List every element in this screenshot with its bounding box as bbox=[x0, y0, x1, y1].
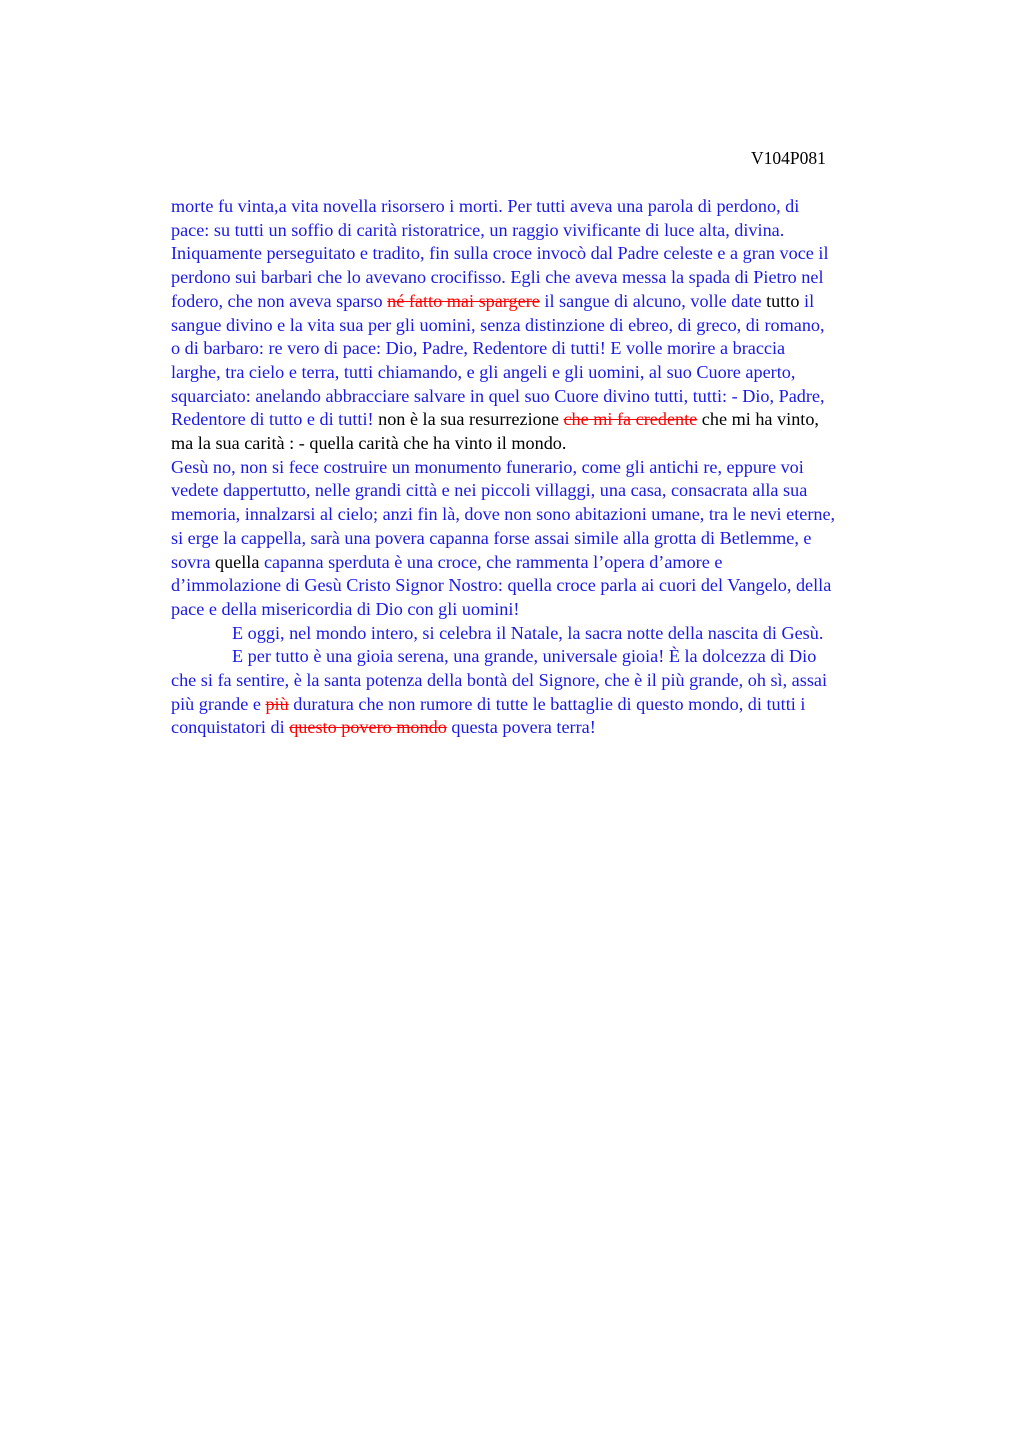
text-run: vedete dappertutto, nelle grandi città e nei piccoli villaggi, una casa, consacrata alla sua bbox=[171, 480, 808, 501]
text-line bbox=[171, 503, 931, 527]
plain-text-run: che mi ha vinto, bbox=[697, 409, 819, 430]
text-line bbox=[171, 337, 931, 361]
text-line bbox=[171, 361, 931, 385]
deleted-text-run: né fatto mai spargere bbox=[387, 290, 540, 311]
text-line bbox=[171, 408, 931, 432]
text-line bbox=[171, 242, 931, 266]
text-run: d’immolazione di Gesù Cristo Signor Nostro: quella croce parla ai cuori del Vangelo, della bbox=[171, 575, 832, 596]
text-run: sovra bbox=[171, 551, 215, 572]
text-run: larghe, tra cielo e terra, tutti chiamando, e gli angeli e gli uomini, al suo Cuore aperto, bbox=[171, 361, 796, 382]
plain-text-run: quella bbox=[214, 551, 260, 572]
text-line-indented bbox=[171, 645, 931, 669]
text-run: il bbox=[799, 290, 815, 311]
text-line bbox=[171, 314, 931, 338]
text-run: Redentore di tutto e di tutti! bbox=[171, 409, 374, 430]
text-line bbox=[171, 551, 931, 575]
text-line bbox=[171, 195, 931, 219]
text-run: perdono sui barbari che lo avevano crocifisso. Egli che aveva messa la spada di Pietro nel bbox=[171, 267, 824, 288]
text-run: E per tutto è una gioia serena, una grande, universale gioia! È la dolcezza di Dio bbox=[232, 646, 817, 667]
text-run: squarciato: anelando abbracciare salvare in quel suo Cuore divino tutti, tutti: - Dio, Padre, bbox=[171, 385, 825, 406]
deleted-text-run: più bbox=[265, 693, 289, 714]
text-line bbox=[171, 716, 931, 740]
text-run: questa povera terra! bbox=[446, 717, 596, 738]
text-line bbox=[171, 574, 931, 598]
text-line bbox=[171, 527, 931, 551]
text-line bbox=[171, 432, 931, 456]
deleted-text-run: questo povero mondo bbox=[289, 717, 447, 738]
text-run: E oggi, nel mondo intero, si celebra il Natale, la sacra notte della nascita di Gesù. bbox=[232, 622, 824, 643]
plain-text-run: non è la sua resurrezione bbox=[373, 409, 564, 430]
text-run: pace e della misericordia di Dio con gli uomini! bbox=[171, 598, 520, 619]
text-line bbox=[171, 290, 931, 314]
text-run: sangue divino e la vita sua per gli uomini, senza distinzione di ebreo, di greco, di romano, bbox=[171, 314, 825, 335]
document-body bbox=[171, 195, 931, 740]
text-line bbox=[171, 219, 931, 243]
text-run: morte fu vinta,a vita novella risorsero i morti. Per tutti aveva una parola di perdono, di bbox=[171, 196, 800, 216]
text-line bbox=[171, 669, 931, 693]
text-run: memoria, innalzarsi al cielo; anzi fin là, dove non sono abitazioni umane, tra le nevi eterne, bbox=[171, 504, 836, 525]
text-line bbox=[171, 479, 931, 503]
text-line bbox=[171, 385, 931, 409]
text-run: conquistatori di bbox=[171, 717, 290, 738]
text-run: pace: su tutti un soffio di carità ristoratrice, un raggio vivificante di luce alta, divina. bbox=[171, 219, 785, 240]
text-run: o di barbaro: re vero di pace: Dio, Padre, Redentore di tutti! E volle morire a braccia bbox=[171, 338, 786, 359]
text-line-indented bbox=[171, 622, 931, 646]
text-run: che si fa sentire, è la santa potenza della bontà del Signore, che è il più grande, oh sì, assai bbox=[171, 670, 828, 691]
text-run: fodero, che non aveva sparso bbox=[171, 290, 388, 311]
text-line bbox=[171, 456, 931, 480]
text-run: Gesù no, non si fece costruire un monumento funerario, come gli antichi re, eppure voi bbox=[171, 456, 804, 477]
text-run: il sangue di alcuno, volle date bbox=[539, 290, 767, 311]
page-identifier: V104P081 bbox=[751, 148, 826, 168]
text-run: Iniquamente perseguitato e tradito, fin sulla croce invocò dal Padre celeste e a gran voce il bbox=[171, 243, 829, 264]
text-line bbox=[171, 693, 931, 717]
plain-text-run: tutto bbox=[766, 290, 800, 311]
text-run: si erge la cappella, sarà una povera capanna forse assai simile alla grotta di Betlemme, e bbox=[171, 527, 812, 548]
deleted-text-run: che mi fa credente bbox=[563, 409, 698, 430]
text-run: più grande e bbox=[171, 693, 266, 714]
text-line bbox=[171, 266, 931, 290]
plain-text-run: ma la sua carità : - quella carità che ha vinto il mondo. bbox=[171, 433, 567, 454]
text-run: duratura che non rumore di tutte le battaglie di questo mondo, di tutti i bbox=[288, 693, 806, 714]
text-line bbox=[171, 598, 931, 622]
text-run: capanna sperduta è una croce, che rammenta l’opera d’amore e bbox=[259, 551, 723, 572]
